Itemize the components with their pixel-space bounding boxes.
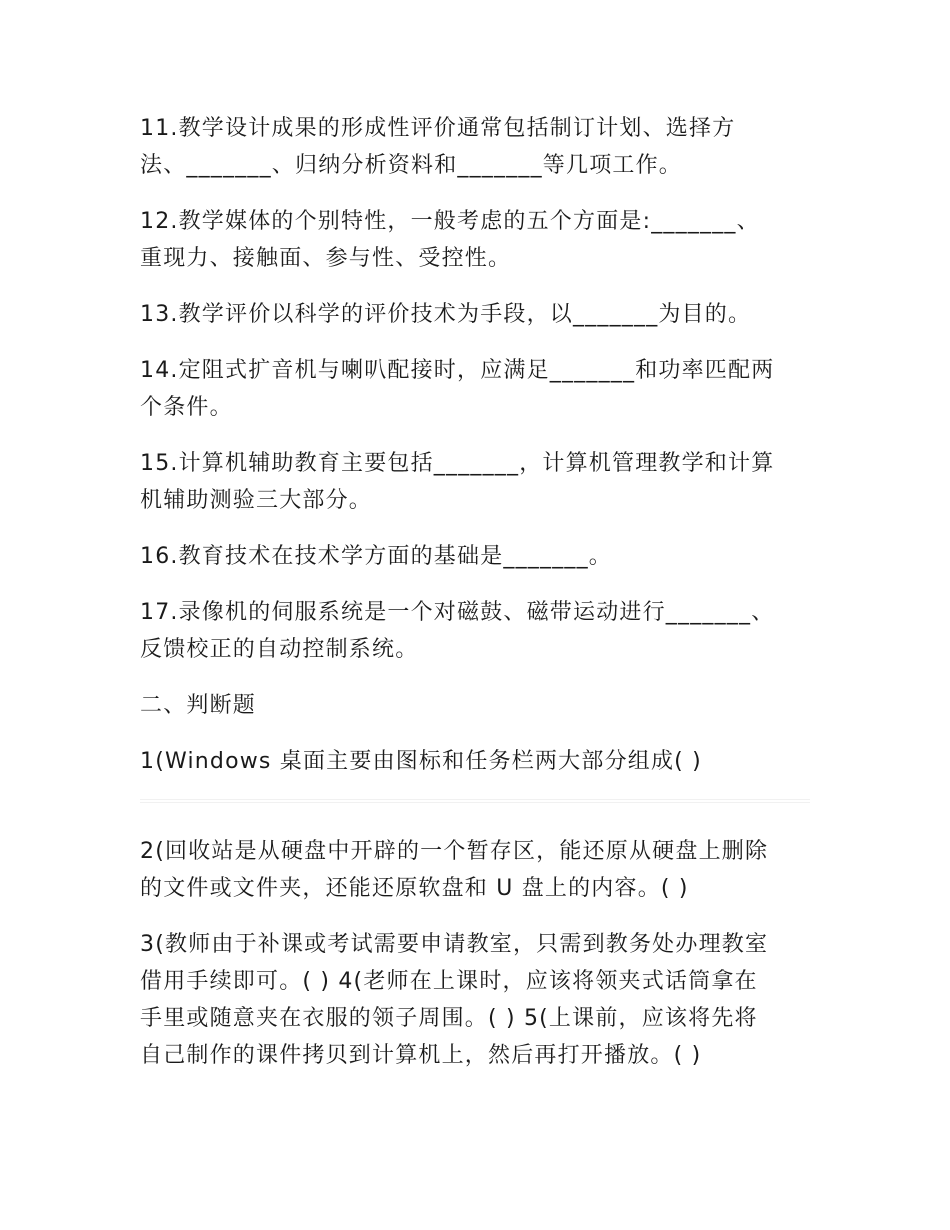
text-line: 反馈校正的自动控制系统。 — [140, 637, 419, 662]
question-11 — [140, 110, 810, 184]
text-line: 法、_______、归纳分析资料和_______等几项工作。 — [140, 153, 683, 178]
text-line: 12.教学媒体的个别特性，一般考虑的五个方面是:_______、 — [140, 209, 760, 234]
section-heading: 二、判断题 — [140, 693, 257, 718]
judgment-3-5 — [140, 926, 810, 1074]
page-divider — [140, 799, 810, 805]
text-line: 11.教学设计成果的形成性评价通常包括制订计划、选择方 — [140, 116, 736, 141]
text-line: 3(教师由于补课或考试需要申请教室，只需到教务处办理教室 — [140, 932, 769, 957]
text-line: 2(回收站是从硬盘中开辟的一个暂存区，能还原从硬盘上删除 — [140, 839, 769, 864]
document-page — [140, 110, 810, 1093]
text-line: 17.录像机的伺服系统是一个对磁鼓、磁带运动进行_______、 — [140, 600, 775, 625]
text-line: 16.教育技术在技术学方面的基础是_______。 — [140, 544, 612, 569]
question-12 — [140, 203, 810, 277]
text-line: 自己制作的课件拷贝到计算机上，然后再打开播放。( ) — [140, 1043, 702, 1068]
text-line: 借用手续即可。( ) 4(老师在上课时，应该将领夹式话筒拿在 — [140, 969, 758, 994]
question-13 — [140, 296, 810, 333]
text-line: 机辅助测验三大部分。 — [140, 488, 373, 513]
text-line: 个条件。 — [140, 395, 233, 420]
text-line: 13.教学评价以科学的评价技术为手段，以_______为目的。 — [140, 302, 752, 327]
question-17 — [140, 594, 810, 668]
text-line: 重现力、接触面、参与性、受控性。 — [140, 246, 512, 271]
text-line: 的文件或文件夹，还能还原软盘和 U 盘上的内容。( ) — [140, 876, 689, 901]
text-line: 1(Windows 桌面主要由图标和任务栏两大部分组成( ) — [140, 749, 702, 774]
judgment-2 — [140, 833, 810, 907]
text-line: 14.定阻式扩音机与喇叭配接时，应满足_______和功率匹配两 — [140, 358, 775, 383]
question-15 — [140, 445, 810, 519]
question-16 — [140, 538, 810, 575]
question-14 — [140, 352, 810, 426]
text-line: 15.计算机辅助教育主要包括_______，计算机管理教学和计算 — [140, 451, 775, 476]
judgment-1 — [140, 743, 810, 780]
text-line: 手里或随意夹在衣服的领子周围。( ) 5(上课前，应该将先将 — [140, 1006, 758, 1031]
